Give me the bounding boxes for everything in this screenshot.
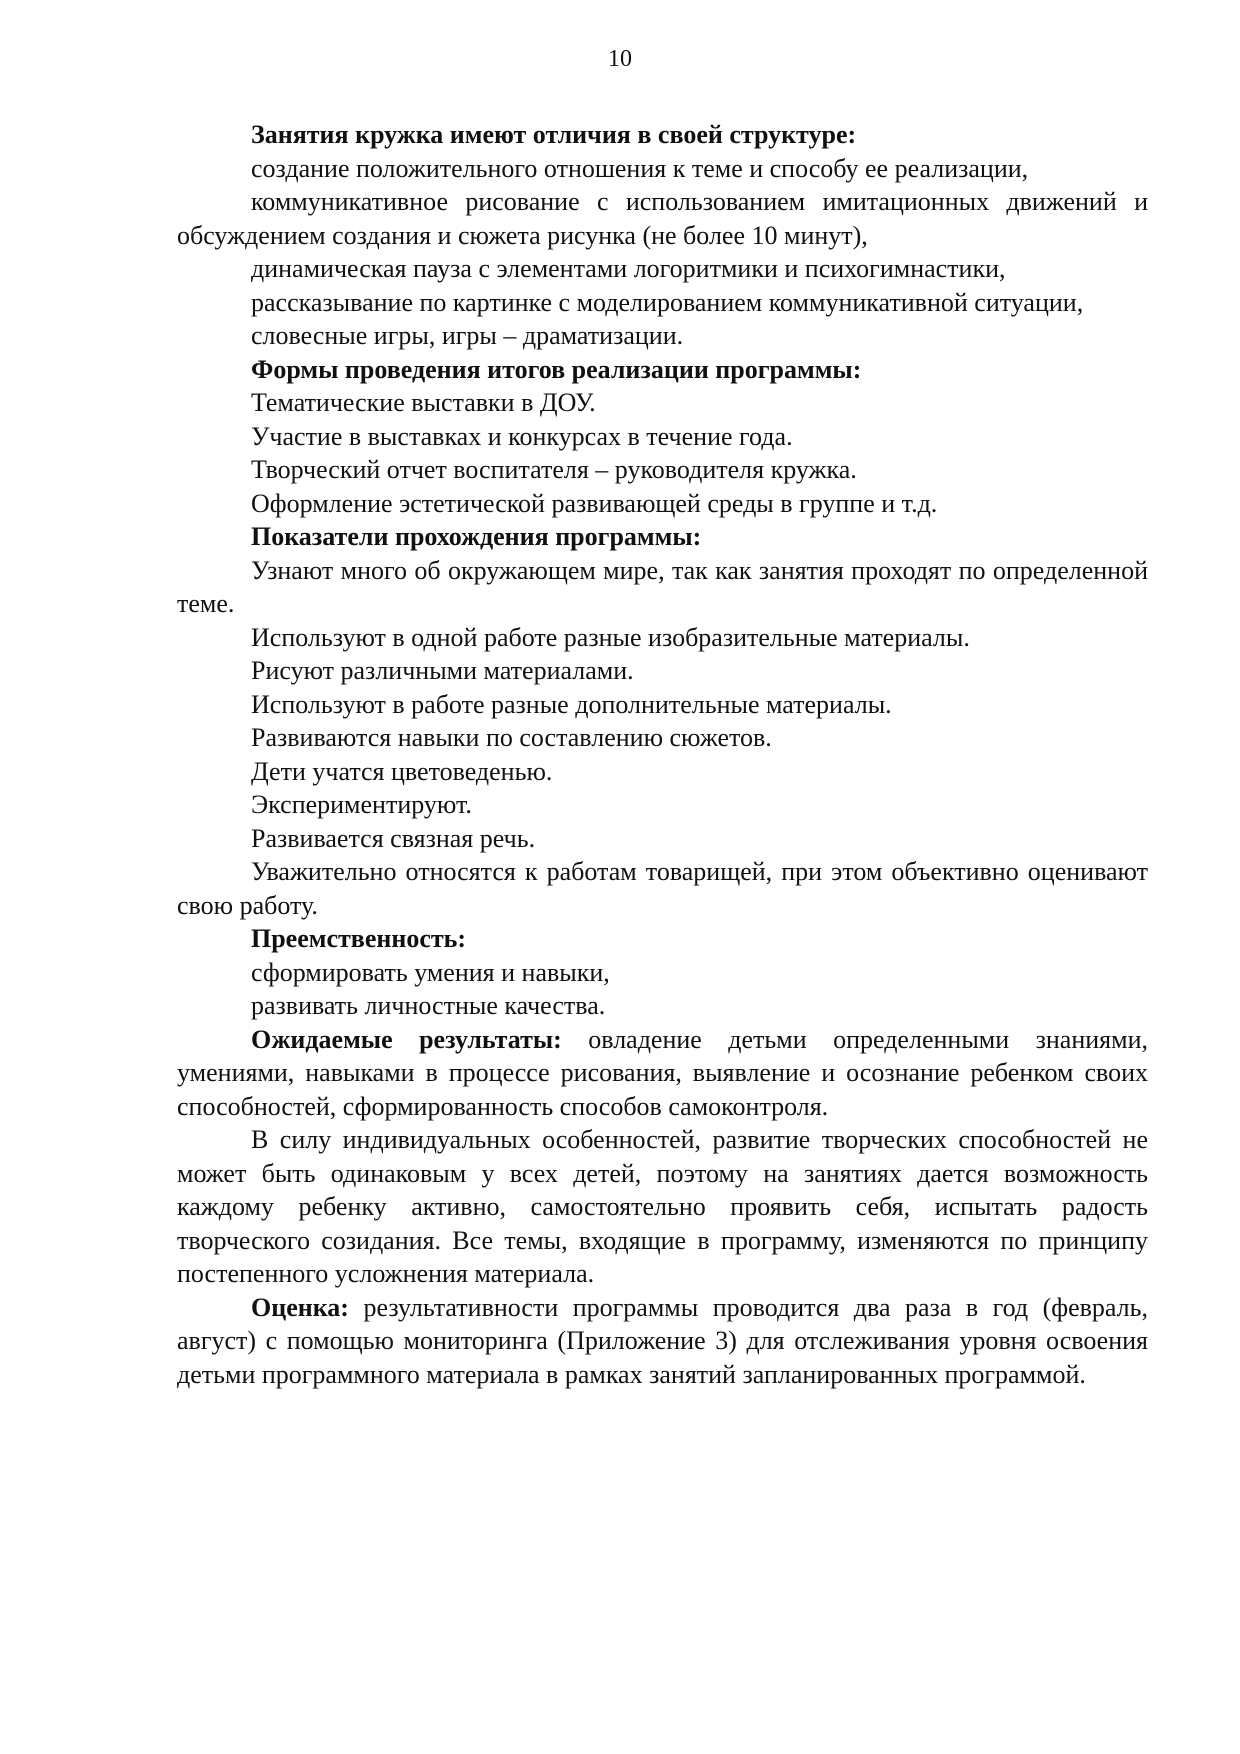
indicators-item: Развивается связная речь. bbox=[251, 823, 536, 853]
results-paragraph bbox=[177, 1023, 1148, 1124]
results-text: овладение детьми определенными знаниями, умениями, навыками в процессе рисования, выявление и осознание ребенком своих способностей, сформированность способов самоконтроля. bbox=[177, 1024, 1148, 1121]
structure-item: создание положительного отношения к теме и способу ее реализации, bbox=[251, 153, 1029, 183]
indicators-item: Уважительно относятся к работам товарищей, при этом объективно оценивают свою работу. bbox=[177, 857, 1148, 920]
results-label: Ожидаемые результаты: bbox=[251, 1024, 562, 1054]
structure-item: словесные игры, игры – драматизации. bbox=[251, 321, 684, 350]
assessment-paragraph bbox=[177, 1291, 1148, 1392]
forms-item: Участие в выставках и конкурсах в течение года. bbox=[251, 421, 793, 451]
structure-item: коммуникативное рисование с использованием имитационных движений и обсуждением создания и сюжета рисунка (не более 10 минут), bbox=[177, 187, 1148, 250]
indicators-item: Узнают много об окружающем мире, так как занятия проходят по определенной теме. bbox=[177, 555, 1148, 618]
forms-item: Тематические выставки в ДОУ. bbox=[251, 388, 596, 417]
abilities-paragraph: В силу индивидуальных особенностей, развитие творческих способностей не может быть одинаковым у всех детей, поэтому на занятиях дается возможность каждому ребенку активно, самостоятельно проявить себя, испытать радость творческого созидания. Все темы, входящие в программу, изменяются по принципу постепенного усложнения материала. bbox=[177, 1125, 1148, 1288]
forms-item: Творческий отчет воспитателя – руководителя кружка. bbox=[251, 455, 857, 484]
indicators-item: Рисуют различными материалами. bbox=[251, 656, 634, 685]
page-number: 10 bbox=[608, 46, 632, 72]
indicators-heading: Показатели прохождения программы: bbox=[251, 522, 702, 551]
structure-item: динамическая пауза с элементами логоритмики и психогимнастики, bbox=[251, 254, 1006, 283]
indicators-item: Дети учатся цветоведенью. bbox=[251, 756, 553, 786]
indicators-item: Экспериментируют. bbox=[251, 790, 472, 819]
assessment-text: результативности программы проводится два раза в год (февраль, август) с помощью мониторинга (Приложение 3) для отслеживания уровня освоения детьми программного материала в рамках занятий запланированных программой. bbox=[177, 1292, 1148, 1389]
forms-heading: Формы проведения итогов реализации программы: bbox=[251, 354, 862, 384]
page-body bbox=[177, 118, 1148, 1391]
structure-heading: Занятия кружка имеют отличия в своей структуре: bbox=[251, 120, 857, 149]
forms-item: Оформление эстетической развивающей среды в группе и т.д. bbox=[251, 488, 938, 518]
continuity-item: развивать личностные качества. bbox=[251, 991, 606, 1020]
indicators-item: Используют в работе разные дополнительные материалы. bbox=[251, 689, 892, 719]
continuity-heading: Преемственность: bbox=[251, 924, 467, 953]
continuity-item: сформировать умения и навыки, bbox=[251, 957, 610, 987]
indicators-item: Используют в одной работе разные изобразительные материалы. bbox=[251, 622, 970, 652]
structure-item: рассказывание по картинке с моделированием коммуникативной ситуации, bbox=[251, 287, 1084, 317]
indicators-item: Развиваются навыки по составлению сюжетов. bbox=[251, 723, 772, 752]
assessment-label: Оценка: bbox=[251, 1292, 349, 1322]
